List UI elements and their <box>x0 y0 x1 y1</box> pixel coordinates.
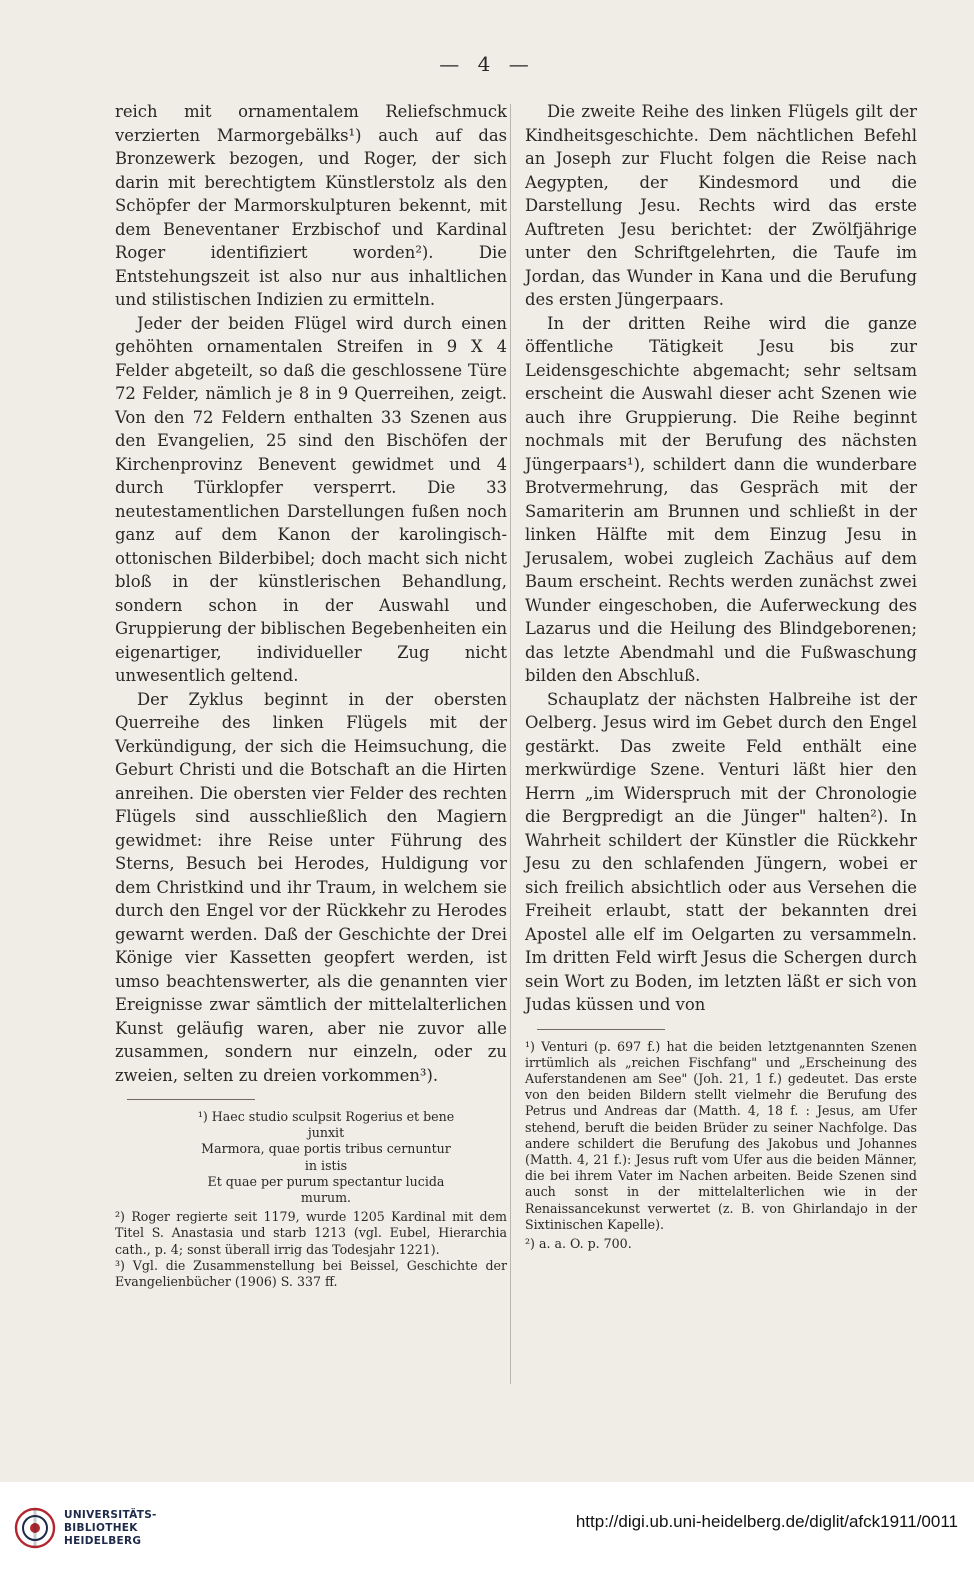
right-footnote-1: ¹) Venturi (p. 697 f.) hat die beiden letztgenannten Szenen irrtümlich als „reichen Fischfang" und „Erscheinung des Auferstandenen am See" (Joh. 21, 1 f.) gedeutet. Das erste von den beiden Bildern stellt vielmehr die Berufung des Petrus und Andreas dar (Matth. 4, 18 f. : Jesus, am Ufer stehend, beruft die beiden Brüder zu seiner Nachfolge. Das andere schildert die Berufung des Jakobus und Johannes (Matth. 4, 21 f.): Jesus ruft vom Ufer aus die beiden Männer, die bei ihrem Vater im Nachen arbeiten. Beide Szenen sind auch sonst in der mittelalterlichen wie in der Renaissancekunst verwertet (z. B. von Ghirlandajo in der Sixtinischen Kapelle). <box>525 1038 917 1232</box>
footnote-verse-line: in istis <box>304 1157 348 1173</box>
left-footnote-1 <box>115 1109 507 1206</box>
right-paragraph-2: In der dritten Reihe wird die ganze öffentliche Tätigkeit Jesu bis zur Leidensgeschichte abgemacht; sehr seltsam erscheint die Auswahl dieser acht Szenen wie auch ihre Gruppierung. Die Reihe beginnt nochmals mit der Berufung des nächsten Jüngerpaars¹), schildert dann die wunderbare Brotvermehrung, das Gespräch mit der Samariterin am Brunnen und schließt in der linken Hälfte mit dem Einzug Jesu in Jerusalem, wobei zugleich Zachäus auf dem Baum erscheint. Rechts werden zunächst zwei Wunder eingeschoben, die Auferweckung des Lazarus und die Heilung des Blindgeborenen; das letzte Abendmahl und die Fußwaschung bilden den Abschluß. <box>525 313 917 685</box>
left-footnote-3: ³) Vgl. die Zusammenstellung bei Beissel, Geschichte der Evangelienbücher (1906) S. 337 ff. <box>115 1257 507 1290</box>
right-column <box>525 100 917 1252</box>
left-body-text <box>115 100 507 1087</box>
university-library-logo-icon <box>14 1507 56 1549</box>
footnote-verse-line: murum. <box>300 1190 352 1206</box>
left-paragraph-3: Der Zyklus beginnt in der obersten Querreihe des linken Flügels mit der Verkündigung, der sich die Heimsuchung, die Geburt Christi und die Botschaft an die Hirten anreihen. Die obersten vier Felder des rechten Flügels sind ausschließlich den Magiern gewidmet: ihre Reise unter Führung des Sterns, Besuch bei Herodes, Huldigung vor dem Christkind und ihr Traum, in welchem sie durch den Engel vor der Rückkehr zu Herodes gewarnt werden. Daß der Geschichte der Drei Könige vier Kassetten geopfert werden, ist umso beachtenswerter, als die genannten vier Ereignisse zwar sämtlich der mittelalterlichen Kunst geläufig waren, aber nie zuvor alle zusammen, sondern nur einzeln, oder zu zweien, selten zu dreien vorkommen³). <box>115 689 507 1085</box>
library-name-line: UNIVERSITÄTS- <box>64 1509 157 1521</box>
right-paragraph-3: Schauplatz der nächsten Halbreihe ist der Oelberg. Jesus wird im Gebet durch den Engel gestärkt. Das zweite Feld enthält eine merkwürdige Szene. Venturi läßt hier den Herrn „im Widerspruch mit der Chronologie die Bergpredigt an die Jünger" halten²). In Wahrheit schildert der Künstler die Rückkehr Jesu zu den schlafenden Jüngern, wobei er sich freilich absichtlich oder aus Versehen die Freiheit erlaubt, statt der bekannten drei Apostel alle elf im Oelgarten zu versammeln. Im dritten Feld wirft Jesus die Schergen durch sein Wort zu Boden, im letzten läßt er sich von Judas küssen und von <box>525 689 917 1014</box>
library-name-line: BIBLIOTHEK <box>64 1522 138 1534</box>
library-name <box>64 1509 157 1548</box>
footnote-verse-line: Et quae per purum spectantur lucida <box>207 1173 445 1189</box>
left-footnote-rule <box>127 1099 255 1100</box>
footer-bar <box>0 1482 974 1574</box>
column-divider <box>510 104 511 1384</box>
right-footnote-2: ²) a. a. O. p. 700. <box>525 1235 632 1251</box>
left-paragraph-1: reich mit ornamentalem Reliefschmuck verzierten Marmorgebälks¹) auch auf das Bronzewerk bezogen, und Roger, der sich darin mit berechtigtem Künstlerstolz als den Schöpfer der Marmorskulpturen bekennt, mit dem Beneventaner Erzbischof und Kardinal Roger identifiziert worden²). Die Entstehungszeit ist also nur aus inhaltlichen und stilistischen Indizien zu ermitteln. <box>115 102 507 309</box>
left-paragraph-2: Jeder der beiden Flügel wird durch einen gehöhten ornamentalen Streifen in 9 X 4 Felder abgeteilt, so daß die geschlossene Türe 72 Felder, nämlich je 8 in 9 Querreihen, zeigt. Von den 72 Feldern enthalten 33 Szenen aus den Evangelien, 25 sind den Bischöfen der Kirchenprovinz Benevent gewidmet und 4 durch Türklopfer versperrt. Die 33 neutestamentlichen Darstellungen fußen noch ganz auf dem Kanon der karolingisch-ottonischen Bilderbibel; doch macht sich nicht bloß in der künstlerischen Behandlung, sondern schon in der Auswahl und Gruppierung der biblischen Begebenheiten ein eigenartiger, individueller Zug nicht unwesentlich geltend. <box>115 313 507 685</box>
footnote-verse-line: Marmora, quae portis tribus cernuntur <box>201 1141 451 1157</box>
right-body-text <box>525 100 917 1017</box>
left-column <box>115 100 507 1290</box>
right-footnote-rule <box>537 1029 665 1030</box>
source-url-link[interactable]: http://digi.ub.uni-heidelberg.de/diglit/afck1911/0011 <box>575 1512 958 1531</box>
page-number: — 4 — <box>439 52 535 76</box>
library-name-line: HEIDELBERG <box>64 1535 142 1547</box>
footnote-verse-line: junxit <box>307 1125 345 1141</box>
left-footnote-2: ²) Roger regierte seit 1179, wurde 1205 Kardinal mit dem Titel S. Anastasia und starb 1213 (vgl. Eubel, Hierarchia cath., p. 4; sonst überall irrig das Todesjahr 1221). <box>115 1209 507 1257</box>
right-paragraph-1: Die zweite Reihe des linken Flügels gilt der Kindheitsgeschichte. Dem nächtlichen Befehl an Joseph zur Flucht folgen die Reise nach Aegypten, der Kindesmord und die Darstellung Jesu. Rechts wird das erste Auftreten Jesu berichtet: der Zwölfjährige unter den Schriftgelehrten, die Taufe im Jordan, das Wunder in Kana und die Berufung des ersten Jüngerpaars. <box>525 102 917 309</box>
footnote-verse-line: ¹) Haec studio sculpsit Rogerius et bene <box>197 1109 455 1124</box>
